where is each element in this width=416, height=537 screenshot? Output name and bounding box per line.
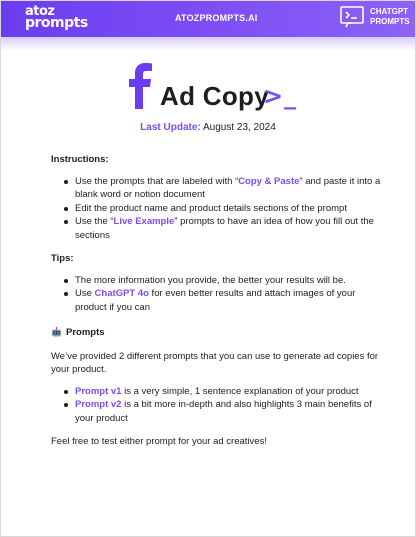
prompt-text: is a very simple, 1 sentence explanation of your product [121, 385, 359, 397]
prompts-heading: Prompts [66, 327, 105, 338]
chatgpt-4o-link[interactable]: ChatGPT 4o [94, 288, 149, 299]
tip-text: Use [75, 288, 95, 299]
prompts-list [51, 385, 381, 426]
last-update-date: August 23, 2024 [202, 122, 276, 133]
prompt-v2-link[interactable]: Prompt v2 [75, 399, 122, 410]
robot-icon [51, 327, 62, 338]
tip-item [75, 287, 381, 314]
facebook-icon [128, 63, 154, 109]
prompts-heading-row [51, 326, 381, 340]
tip-item: The more information you provide, the better your results will be. [75, 274, 381, 288]
page-title: Ad Copy [160, 81, 269, 111]
chat-prompt-icon [340, 6, 364, 28]
instruction-item: Edit the product name and product details sections of the prompt [75, 202, 381, 216]
logo-line-1: atoz [25, 4, 55, 19]
terminal-prompt-glyph: >_ [263, 82, 298, 110]
site-link[interactable]: ATOZPROMPTS.AI [175, 13, 258, 23]
last-update-label: Last Update: [140, 122, 201, 133]
document-body [51, 149, 381, 449]
logo-line-2: prompts [25, 15, 88, 31]
badge-line-1: CHATGPT [370, 7, 409, 16]
tip-text: for even better results and attach images of your product if you can [75, 288, 356, 313]
last-update [1, 122, 415, 133]
instruction-item [75, 215, 381, 242]
instructions-heading: Instructions: [51, 154, 109, 165]
header-bar [1, 1, 415, 37]
prompt-v1-link[interactable]: Prompt v1 [75, 385, 122, 397]
prompt-text: is a bit more in-depth and also highlights 3 main benefits of your product [75, 399, 372, 424]
prompt-item [75, 385, 381, 399]
instruction-text: ” and paste it into a blank word or notion document [75, 175, 381, 200]
atoz-logo[interactable] [25, 5, 88, 30]
instruction-text: Use the prompts that are labeled with “ [75, 175, 239, 187]
prompts-intro: We’ve provided 2 different prompts that you can use to generate ad copies for your product. [51, 350, 379, 375]
instructions-list [51, 175, 381, 243]
copy-paste-link[interactable]: Copy & Paste [238, 175, 300, 187]
badge-line-2: PROMPTS [370, 17, 410, 26]
prompts-outro: Feel free to test either prompt for your ad creatives! [51, 436, 267, 447]
chatgpt-prompts-badge [340, 5, 412, 33]
instruction-text: Use the “ [75, 216, 114, 227]
prompt-item [75, 398, 381, 425]
tips-heading: Tips: [51, 253, 74, 264]
instruction-text: ” prompts to have an idea of how you fill out the sections [75, 216, 374, 241]
header-fade [1, 37, 415, 51]
tips-list [51, 274, 381, 315]
instruction-item [75, 175, 381, 202]
live-example-link[interactable]: Live Example [113, 216, 175, 227]
